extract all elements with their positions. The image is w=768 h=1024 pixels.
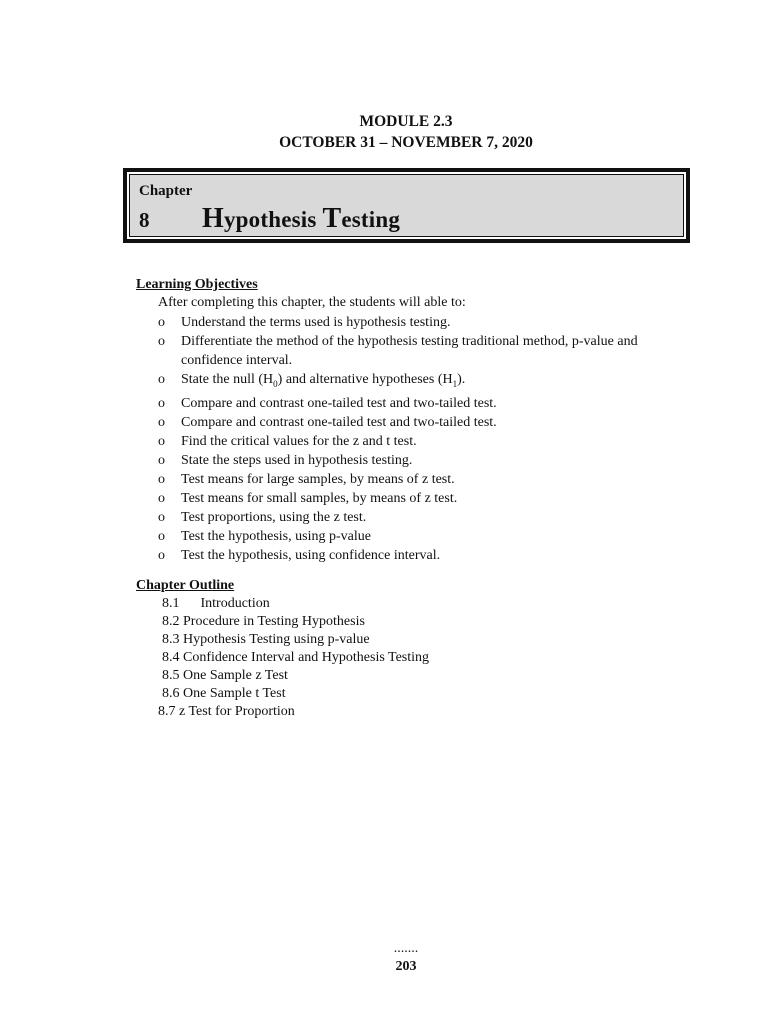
objective-item: o Understand the terms used is hypothesis testing. xyxy=(158,315,451,330)
learning-objectives-heading: Learning Objectives xyxy=(136,277,258,292)
objective-item: o Test means for large samples, by means of z test. xyxy=(158,471,455,487)
objective-item: o Test the hypothesis, using p-value xyxy=(158,528,371,544)
bullet-marker: o xyxy=(158,528,165,544)
bullet-marker: o xyxy=(158,547,165,563)
bullet-marker: o xyxy=(158,471,165,487)
page-number: 203 xyxy=(395,959,417,974)
chapter-label: Chapter xyxy=(139,183,193,199)
bullet-marker: o xyxy=(158,395,165,411)
bullet-marker: o xyxy=(158,452,165,468)
bullet-marker: o xyxy=(158,433,165,449)
objective-item: o Test means for small samples, by means of z test. xyxy=(158,490,458,506)
chapter-title xyxy=(202,203,400,235)
chapter-box xyxy=(123,168,690,243)
bullet-marker: o xyxy=(158,334,165,349)
objectives-intro: After completing this chapter, the students will able to: xyxy=(158,295,466,310)
page-dots: ....... xyxy=(393,941,419,956)
outline-item: 8.5 One Sample z Test xyxy=(162,668,288,683)
objective-item: o Test the hypothesis, using confidence interval. xyxy=(158,547,441,563)
module-title: MODULE 2.3 xyxy=(359,113,453,130)
bullet-marker: o xyxy=(158,490,165,506)
objective-item: o State the steps used in hypothesis testing. xyxy=(158,452,413,468)
module-dates: OCTOBER 31 – NOVEMBER 7, 2020 xyxy=(279,134,533,151)
outline-item: 8.2 Procedure in Testing Hypothesis xyxy=(162,614,365,629)
outline-item: 8.4 Confidence Interval and Hypothesis Testing xyxy=(162,650,430,665)
outline-item: 8.1 Introduction xyxy=(162,596,270,611)
objective-item: o Compare and contrast one-tailed test and two-tailed test. xyxy=(158,414,497,430)
module-header xyxy=(0,111,768,153)
chapter-number: 8 xyxy=(139,208,150,232)
objectives-list xyxy=(158,313,698,565)
chapter-title-part1: ypothesis xyxy=(223,207,323,232)
outline-item: 8.3 Hypothesis Testing using p-value xyxy=(162,632,370,647)
bullet-marker: o xyxy=(158,509,165,525)
chapter-box-inner xyxy=(129,174,684,237)
chapter-title-initial-t: T xyxy=(322,203,342,234)
bullet-marker: o xyxy=(158,414,165,430)
objective-item: o Differentiate the method of the hypothesis testing traditional method, p-value and confidence interval. xyxy=(158,334,638,368)
outline-item: 8.6 One Sample t Test xyxy=(162,686,286,701)
chapter-outline-heading: Chapter Outline xyxy=(136,578,235,593)
chapter-title-initial-h: H xyxy=(202,203,224,234)
objective-item: o Test proportions, using the z test. xyxy=(158,509,367,525)
objective-item: o Find the critical values for the z and t test. xyxy=(158,433,417,449)
objective-item-null-hypothesis: o State the null $(H_0)$ and alternative hypotheses $(H_1)$. xyxy=(158,372,466,389)
chapter-outline-list xyxy=(0,595,430,721)
outline-item: 8.7 z Test for Proportion xyxy=(158,704,295,719)
bullet-marker: o xyxy=(158,372,165,387)
objective-item: o Compare and contrast one-tailed test and two-tailed test. xyxy=(158,395,497,411)
chapter-title-part2: esting xyxy=(341,207,401,232)
bullet-marker: o xyxy=(158,315,165,330)
